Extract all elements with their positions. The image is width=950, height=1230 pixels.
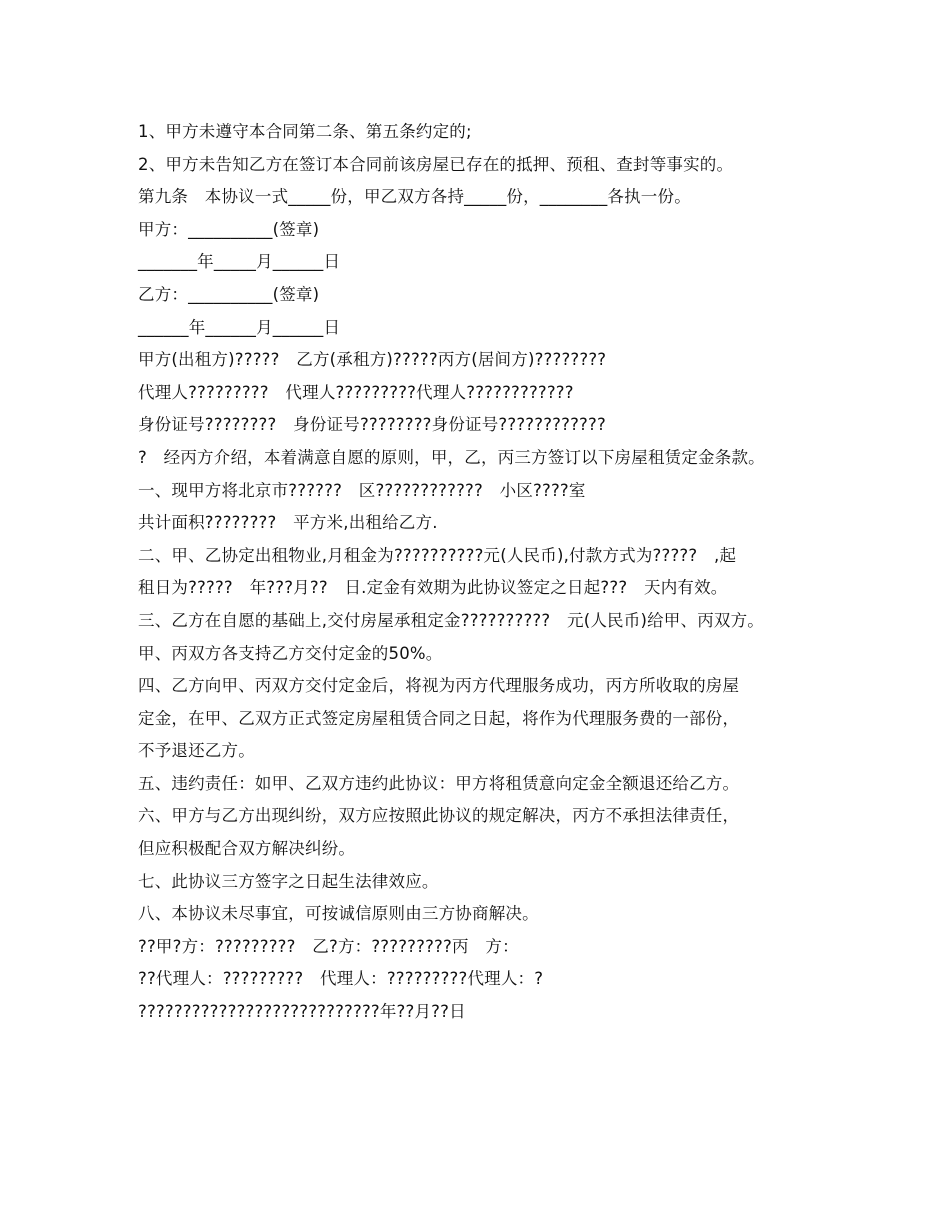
term-four-continuation-line: 定金，在甲、乙双方正式签定房屋租赁合同之日起，将作为代理服务费的一部份， bbox=[138, 708, 740, 728]
parties-header-line: 甲方(出租方)????? 乙方(承租方)?????丙方(居间方)???????? bbox=[138, 350, 607, 370]
term-one-area-line: 共计面积???????? 平方米,出租给乙方. bbox=[138, 513, 438, 533]
final-parties-line: ??甲?方：????????? 乙?方：?????????丙 方： bbox=[138, 936, 519, 956]
term-two-line: 二、甲、乙协定出租物业,月租金为??????????元(人民币),付款方式为????? ,起 bbox=[138, 545, 737, 565]
party-b-signature-line: 乙方：__________(签章) bbox=[138, 284, 320, 304]
final-date-line: ???????????????????????????年??月??日 bbox=[138, 1002, 466, 1022]
document-body bbox=[138, 116, 838, 1029]
term-six-line: 六、甲方与乙方出现纠纷，双方应按照此协议的规定解决，丙方不承担法律责任， bbox=[138, 806, 740, 826]
term-five-line: 五、违约责任：如甲、乙双方违约此协议：甲方将租赁意向定金全额退还给乙方。 bbox=[138, 773, 740, 793]
term-four-line: 四、乙方向甲、丙双方交付定金后，将视为丙方代理服务成功，丙方所收取的房屋 bbox=[138, 676, 740, 696]
final-agents-line: ??代理人：????????? 代理人：?????????代理人：? bbox=[138, 969, 544, 989]
clause-line-1: 1、甲方未遵守本合同第二条、第五条约定的; bbox=[138, 122, 472, 141]
article-nine-line: 第九条 本协议一式_____份，甲乙双方各持_____份，________各执一份。 bbox=[138, 187, 691, 207]
agents-line: 代理人????????? 代理人?????????代理人???????????? bbox=[138, 382, 574, 402]
term-three-continuation-line: 甲、丙双方各支持乙方交付定金的50%。 bbox=[138, 643, 443, 663]
id-numbers-line: 身份证号???????? 身份证号????????身份证号???????????? bbox=[138, 415, 606, 435]
term-eight-line: 八、本协议未尽事宜，可按诚信原则由三方协商解决。 bbox=[138, 904, 539, 924]
term-one-line: 一、现甲方将北京市?????? 区???????????? 小区????室 bbox=[138, 480, 586, 500]
party-a-date-line: _______年_____月______日 bbox=[138, 252, 341, 272]
term-six-continuation-line: 但应积极配合双方解决纠纷。 bbox=[138, 839, 356, 859]
term-three-line: 三、乙方在自愿的基础上,交付房屋承租定金?????????? 元(人民币)给甲、丙双方。 bbox=[138, 610, 764, 630]
term-four-end-line: 不予退还乙方。 bbox=[138, 741, 255, 761]
intro-line: ? 经丙方介绍，本着满意自愿的原则，甲，乙，丙三方签订以下房屋租赁定金条款。 bbox=[138, 447, 765, 467]
party-b-date-line: ______年______月______日 bbox=[138, 317, 341, 337]
clause-line-2: 2、甲方未告知乙方在签订本合同前该房屋已存在的抵押、预租、查封等事实的。 bbox=[138, 154, 734, 174]
term-two-continuation-line: 租日为????? 年???月?? 日.定金有效期为此协议签定之日起??? 天内有效。 bbox=[138, 578, 728, 598]
party-a-signature-line: 甲方：__________(签章) bbox=[138, 219, 320, 239]
term-seven-line: 七、此协议三方签字之日起生法律效应。 bbox=[138, 871, 439, 891]
